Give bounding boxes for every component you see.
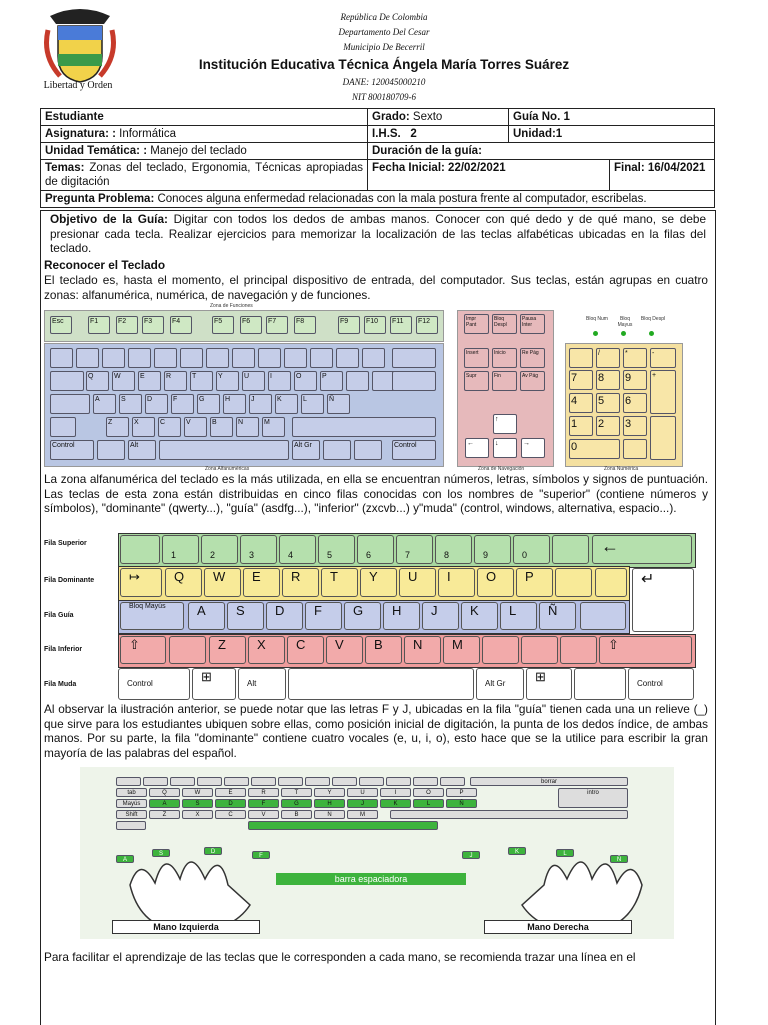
tab-key — [50, 371, 84, 391]
key2-apostrophe — [552, 535, 589, 564]
led-dot-3 — [649, 331, 654, 336]
left-hand-label: Mano Izquierda — [112, 920, 260, 934]
finger-right-k: K — [508, 847, 526, 855]
header-nit: NIT 800180709-6 — [351, 92, 417, 102]
key-n: N — [236, 417, 259, 437]
control-right-key: Control — [392, 440, 436, 460]
key-esc: Esc — [50, 316, 72, 334]
num-lock-key — [569, 348, 593, 368]
key-k: K — [275, 394, 298, 414]
hands-row2-key: D — [215, 799, 246, 808]
zone-funciones-label: Zona de Funciones — [210, 303, 253, 309]
key-f1: F1 — [88, 316, 110, 334]
nav-key-9: Av Pág — [520, 371, 545, 391]
nav-key-8: Fin — [492, 371, 517, 391]
key2-period — [521, 636, 558, 664]
hands-number-key — [332, 777, 357, 786]
nav-key-5: Inicio — [492, 348, 517, 368]
key-f4: F4 — [170, 316, 192, 334]
hands-row3-key: B — [281, 810, 312, 819]
key2-dash — [560, 636, 597, 664]
number-row-key — [284, 348, 307, 368]
num-key-5: 5 — [596, 393, 620, 413]
hands-number-key — [170, 777, 195, 786]
finger-left-f: F — [252, 851, 270, 859]
hands-number-key — [197, 777, 222, 786]
row-label-dominante: Fila Dominante — [44, 577, 95, 584]
key2-menu — [574, 668, 626, 700]
key-f7: F7 — [266, 316, 288, 334]
hands-row3-key: M — [347, 810, 378, 819]
key2-k: K — [461, 602, 498, 630]
num-key-6: 6 — [623, 393, 647, 413]
led-label-2: Bloq Mayus — [617, 316, 633, 328]
number-row-key — [50, 348, 73, 368]
led-label-1: Bloq Num — [586, 316, 608, 322]
arrow-down-key: ↓ — [493, 438, 517, 458]
key2-plus — [595, 568, 627, 597]
paragraph-alphanumeric-zone: La zona alfanumérica del teclado es la más utilizada, en ella se encuentran números, letras, símbolos y signos de puntuación. Las teclas de esta zona están distribuidas en cinco filas conocidas con los nombres de "superior" (contiene números y símbolos), "dominante" (qwerty...), "guía" (asdfg...), "inferior" (zxcvb...) y"muda" (control, windows, alternativa, espacio...). — [44, 472, 708, 516]
row-label-guia: Fila Guía — [44, 612, 74, 619]
hands-row2-key: L — [413, 799, 444, 808]
key2-alt: Alt — [238, 668, 286, 700]
guide-info-table — [40, 108, 715, 208]
hands-row3-key: V — [248, 810, 279, 819]
key2-j: J — [422, 602, 459, 630]
key2-z: Z — [209, 636, 246, 664]
grado-label: Grado: — [372, 111, 410, 123]
number-row-key — [258, 348, 281, 368]
key-g: G — [197, 394, 220, 414]
hands-number-key — [386, 777, 411, 786]
key2-9: 9 — [474, 535, 511, 564]
hands-row3-key: Shift — [116, 810, 147, 819]
hands-row2-key: A — [149, 799, 180, 808]
hands-space-key — [248, 821, 438, 830]
right-hand-label: Mano Derecha — [484, 920, 632, 934]
finger-left-d: D — [204, 847, 222, 855]
finger-left-s: S — [152, 849, 170, 857]
temas-label: Temas: — [45, 162, 85, 174]
finger-right-ñ: Ñ — [610, 855, 628, 863]
menu-key — [354, 440, 382, 460]
hands-row1-key: E — [215, 788, 246, 797]
num-key-8: 8 — [596, 370, 620, 390]
key2-enter: ↵ — [632, 568, 694, 632]
row-label-superior: Fila Superior — [44, 540, 87, 547]
hands-row1-key: W — [182, 788, 213, 797]
key-f11: F11 — [390, 316, 412, 334]
num-plus-key: + — [650, 370, 676, 414]
key2-8: 8 — [435, 535, 472, 564]
key-o: O — [294, 371, 317, 391]
num-minus-key: - — [650, 348, 676, 368]
hands-row3-key: C — [215, 810, 246, 819]
arrow-up-key: ↑ — [493, 414, 517, 434]
num-multiply-key: * — [623, 348, 647, 368]
key-e: E — [138, 371, 161, 391]
fecha-final: Final: 16/04/2021 — [614, 162, 706, 174]
unidad-tematica-label: Unidad Temática: : — [45, 145, 148, 157]
zone-num-label: Zona Numérica — [604, 466, 639, 472]
hands-row3-key: Z — [149, 810, 180, 819]
key2-shift-left: ⇧ — [120, 636, 166, 664]
key-y: Y — [216, 371, 239, 391]
hands-row1-key: tab — [116, 788, 147, 797]
hands-number-key — [251, 777, 276, 786]
num-divide-key: / — [596, 348, 620, 368]
key-q: Q — [86, 371, 109, 391]
key2-grave — [120, 535, 160, 564]
asignatura-value: Informática — [119, 128, 177, 140]
row-label-muda: Fila Muda — [44, 681, 77, 688]
key-j: J — [249, 394, 272, 414]
key2-ñ: Ñ — [539, 602, 576, 630]
asignatura-label: Asignatura: : — [45, 128, 116, 140]
document-header — [0, 0, 768, 108]
key2-windows-right: ⊞ — [526, 668, 572, 700]
space-bar-label: barra espaciadora — [276, 873, 466, 885]
num-key-9: 9 — [623, 370, 647, 390]
hands-row2-key: J — [347, 799, 378, 808]
key-i: I — [268, 371, 291, 391]
key-h: H — [223, 394, 246, 414]
number-row-key — [232, 348, 255, 368]
key2-a: A — [188, 602, 225, 630]
hands-number-key — [413, 777, 438, 786]
hands-row2-key: S — [182, 799, 213, 808]
key2-6: 6 — [357, 535, 394, 564]
key2-o: O — [477, 568, 514, 597]
enter-key — [392, 371, 436, 391]
hands-row1-key: O — [413, 788, 444, 797]
key-f8: F8 — [294, 316, 316, 334]
key2-b: B — [365, 636, 402, 664]
alt-gr-key: Alt Gr — [292, 440, 320, 460]
key2-7: 7 — [396, 535, 433, 564]
key2-p: P — [516, 568, 553, 597]
num-key-2: 2 — [596, 416, 620, 436]
key2-brace — [580, 602, 626, 630]
institution-title: Institución Educativa Técnica Ángela María Torres Suárez — [198, 57, 570, 72]
hands-row2-key: Mayús — [116, 799, 147, 808]
duracion-label: Duración de la guía: — [372, 145, 482, 157]
key2-l: L — [500, 602, 537, 630]
key-x: X — [132, 417, 155, 437]
key-u: U — [242, 371, 265, 391]
key-c: C — [158, 417, 181, 437]
key2-g: G — [344, 602, 381, 630]
header-department: Departamento Del Cesar — [338, 27, 430, 37]
key-v: V — [184, 417, 207, 437]
hands-row1-key: T — [281, 788, 312, 797]
windows-right-key — [323, 440, 351, 460]
pregunta-label: Pregunta Problema: — [45, 193, 155, 205]
hands-row1-key: Q — [149, 788, 180, 797]
key-l: L — [301, 394, 324, 414]
key2-backspace: ← — [592, 535, 692, 564]
hands-row1-key: Y — [314, 788, 345, 797]
hands-row3-rest — [390, 810, 628, 819]
finger-left-a: A — [116, 855, 134, 863]
led-label-3: Bloq Despl — [640, 316, 666, 322]
key-m: M — [262, 417, 285, 437]
caps-lock-key — [50, 394, 90, 414]
led-dot-2 — [621, 331, 626, 336]
num-key-3: 3 — [623, 416, 647, 436]
paragraph-guide-row: Al observar la ilustración anterior, se puede notar que las letras F y J, ubicadas en la fila "guía" tienen cada una un relieve (_) que sirve para los estudiantes ubiquen sobre ellas, como posición inicial de digitación, la punta de los dedos índice, de ambas manos. Por su parte, la fila "dominante" contiene cuatro vocales (e, u, i, o), esto hace que se la utilice para escribir la gran mayoría de las palabras del español. — [44, 702, 708, 760]
key-f3: F3 — [142, 316, 164, 334]
section-title-reconocer: Reconocer el Teclado — [44, 258, 166, 272]
hands-row3-key: X — [182, 810, 213, 819]
key2-windows-left: ⊞ — [192, 668, 236, 700]
key2-4: 4 — [279, 535, 316, 564]
key2-i: I — [438, 568, 475, 597]
hands-row1-key: P — [446, 788, 477, 797]
header-country: República De Colombia — [340, 12, 428, 22]
hands-number-key — [143, 777, 168, 786]
objective-text: Digitar con todos los dedos de ambas manos. Conocer con qué dedo y de qué mano, se debe presionar cada tecla. Realizar ejercicios para memorizar la localización de las teclas alfabéticas ubicadas en la filas del teclado. — [50, 212, 707, 256]
nav-key-2: Bloq Despl — [492, 314, 517, 334]
hands-row2-key: K — [380, 799, 411, 808]
key2-y: Y — [360, 568, 397, 597]
key2-h: H — [383, 602, 420, 630]
hands-row3-key: N — [314, 810, 345, 819]
number-row-key — [362, 348, 385, 368]
hands-row2-key: G — [281, 799, 312, 808]
hands-row2-key: Ñ — [446, 799, 477, 808]
key-b: B — [210, 417, 233, 437]
num-key-1: 1 — [569, 416, 593, 436]
key2-d: D — [266, 602, 303, 630]
hands-number-key — [116, 777, 141, 786]
pregunta-value: Conoces alguna enfermedad relacionadas con la mala postura frente al computador, escribelas. — [157, 193, 647, 205]
key2-t: T — [321, 568, 358, 597]
key2-w: W — [204, 568, 241, 597]
control-left-key: Control — [50, 440, 94, 460]
number-row-key — [154, 348, 177, 368]
hands-number-key — [278, 777, 303, 786]
key-w: W — [112, 371, 135, 391]
hands-backspace-key: borrar — [470, 777, 628, 786]
hands-row1-key: I — [380, 788, 411, 797]
key-f2: F2 — [116, 316, 138, 334]
key-p: P — [320, 371, 343, 391]
key-r: R — [164, 371, 187, 391]
key2-3: 3 — [240, 535, 277, 564]
number-row-key — [128, 348, 151, 368]
number-row-key — [76, 348, 99, 368]
key-ñ: Ñ — [327, 394, 350, 414]
key2-control-right: Control — [628, 668, 694, 700]
key2-1: 1 — [162, 535, 199, 564]
unidad-label: Unidad:1 — [513, 128, 563, 140]
key2-e: E — [243, 568, 280, 597]
bracket-key — [346, 371, 369, 391]
objective-paragraph — [50, 212, 706, 256]
key2-n: N — [404, 636, 441, 664]
hands-number-key — [359, 777, 384, 786]
number-row-key — [206, 348, 229, 368]
key-t: T — [190, 371, 213, 391]
zone-nav-label: Zona de Navegación — [478, 466, 525, 472]
ihs-label: I.H.S. — [372, 128, 401, 140]
num-key-4: 4 — [569, 393, 593, 413]
key-f: F — [171, 394, 194, 414]
grado-value: Sexto — [412, 111, 443, 123]
zone-alfa-label: Zona Alfanuméricas — [205, 466, 250, 472]
paragraph-intro-keyboard: El teclado es, hasta el momento, el principal dispositivo de entrada, del computador. Sus teclas, están agrupas en cuatro zonas: alfanumérica, numérica, de navegación y de funciones. — [44, 273, 708, 302]
hands-number-key — [305, 777, 330, 786]
key-a: A — [93, 394, 116, 414]
key-f10: F10 — [364, 316, 386, 334]
hands-row2-key: F — [248, 799, 279, 808]
hands-number-key — [224, 777, 249, 786]
shift-right-key — [292, 417, 436, 437]
header-municipality: Municipio De Becerril — [343, 42, 425, 52]
ihs-value: 2 — [410, 128, 417, 140]
key2-m: M — [443, 636, 480, 664]
key2-q: Q — [165, 568, 202, 597]
logo-caption: Libertad y Orden — [43, 80, 113, 91]
header-dane: DANE: 120045000210 — [342, 77, 426, 87]
hands-row2-key: H — [314, 799, 345, 808]
paragraph-hand-line: Para facilitar el aprendizaje de las teclas que le corresponden a cada mano, se recomienda trazar una línea en el — [44, 950, 636, 964]
fecha-inicial: Fecha Inicial: 22/02/2021 — [372, 162, 506, 174]
num-decimal-key — [623, 439, 647, 459]
temas-value: Zonas del teclado, Ergonomia, Técnicas apropiadas de digitación — [45, 162, 363, 188]
key2-caps: Bloq Mayús — [120, 602, 184, 630]
nav-key-7: Supr — [464, 371, 489, 391]
number-row-key — [102, 348, 125, 368]
key2-v: V — [326, 636, 363, 664]
hands-number-key — [440, 777, 465, 786]
num-key-0: 0 — [569, 439, 620, 459]
key2-x: X — [248, 636, 285, 664]
arrow-right-key: → — [521, 438, 545, 458]
key-f12: F12 — [416, 316, 438, 334]
hands-ctrl-key — [116, 821, 146, 830]
key-d: D — [145, 394, 168, 414]
key2-2: 2 — [201, 535, 238, 564]
key2-u: U — [399, 568, 436, 597]
finger-right-l: L — [556, 849, 574, 857]
nav-key-1: Impr Pant — [464, 314, 489, 334]
num-key-7: 7 — [569, 370, 593, 390]
key2-control-left: Control — [118, 668, 190, 700]
number-row-key — [310, 348, 333, 368]
key2-s: S — [227, 602, 264, 630]
key-s: S — [119, 394, 142, 414]
backspace-key — [392, 348, 436, 368]
estudiante-label: Estudiante — [45, 111, 104, 123]
space-key — [159, 440, 289, 460]
number-row-key — [336, 348, 359, 368]
hands-on-keyboard-illustration — [80, 767, 674, 939]
led-dot-1 — [593, 331, 598, 336]
key2-alt-gr: Alt Gr — [476, 668, 524, 700]
key-f9: F9 — [338, 316, 360, 334]
key-f5: F5 — [212, 316, 234, 334]
key2-shift-right: ⇧ — [599, 636, 692, 664]
alt-key: Alt — [128, 440, 156, 460]
arrow-left-key: ← — [465, 438, 489, 458]
hands-row1-key: R — [248, 788, 279, 797]
key2-less-than — [169, 636, 206, 664]
key2-bracket — [555, 568, 592, 597]
finger-right-j: J — [462, 851, 480, 859]
hands-row1-key: U — [347, 788, 378, 797]
guia-number: Guía No. 1 — [513, 111, 570, 123]
objective-label: Objetivo de la Guía: — [50, 212, 168, 226]
key2-tab: ↦ — [120, 568, 162, 597]
hands-enter-key: intro — [558, 788, 628, 808]
unidad-tematica-value: Manejo del teclado — [150, 145, 247, 157]
nav-key-4: Insert — [464, 348, 489, 368]
num-enter-key — [650, 416, 676, 460]
key2-f: F — [305, 602, 342, 630]
key2-5: 5 — [318, 535, 355, 564]
key-f6: F6 — [240, 316, 262, 334]
nav-key-3: Pausa Inter — [520, 314, 545, 334]
key2-r: R — [282, 568, 319, 597]
windows-left-key — [97, 440, 125, 460]
nav-key-6: Re Pág — [520, 348, 545, 368]
shift-left-key — [50, 417, 76, 437]
key2-comma — [482, 636, 519, 664]
number-row-key — [180, 348, 203, 368]
row-label-inferior: Fila Inferior — [44, 646, 83, 653]
key2-space — [288, 668, 474, 700]
key2-0: 0 — [513, 535, 550, 564]
key2-c: C — [287, 636, 324, 664]
key-z: Z — [106, 417, 129, 437]
